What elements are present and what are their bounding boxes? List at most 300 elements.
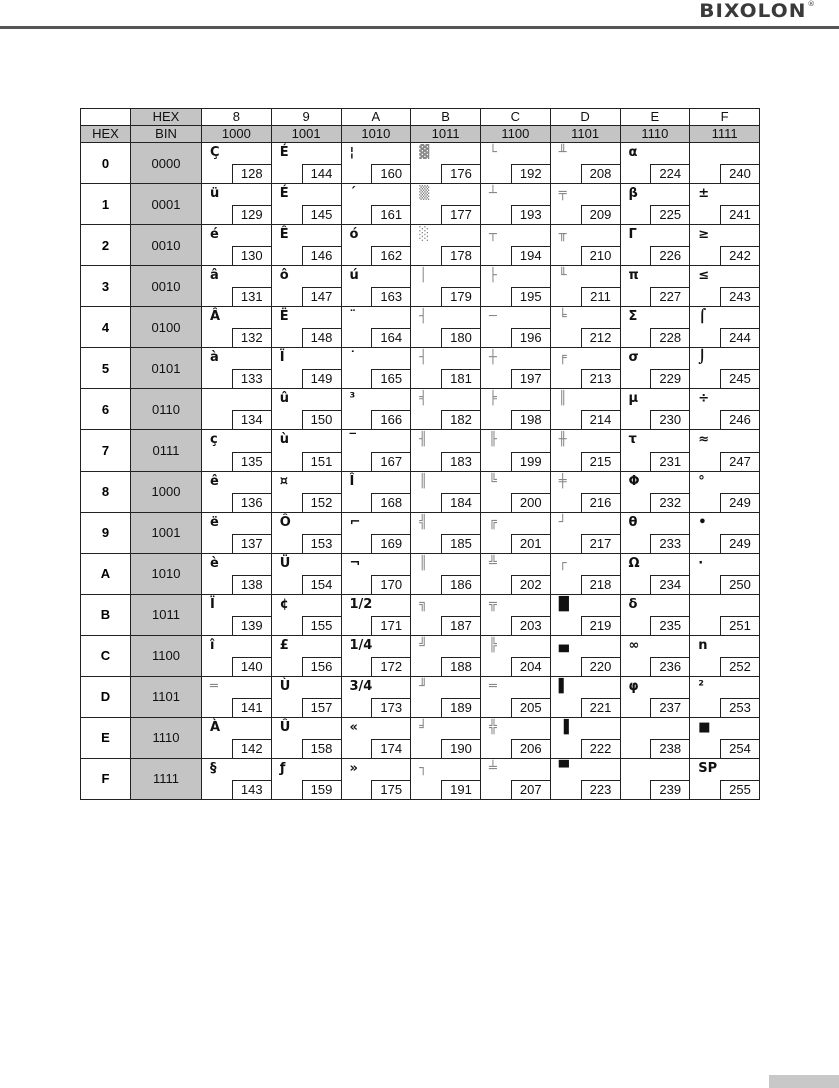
char-code: 183: [441, 452, 480, 471]
char-cell: [690, 471, 760, 512]
table-row: [81, 471, 760, 512]
char-glyph: Ç: [210, 145, 220, 160]
table-row: [81, 512, 760, 553]
char-cell: [411, 635, 481, 676]
char-cell: [481, 635, 551, 676]
char-code: 138: [232, 575, 271, 594]
char-cell: [620, 758, 690, 799]
char-code: 199: [511, 452, 550, 471]
char-code: 244: [720, 328, 759, 347]
char-glyph: ┐: [419, 760, 428, 776]
char-code: 139: [232, 616, 271, 635]
char-code: 230: [650, 410, 689, 429]
char-glyph: à: [210, 350, 219, 366]
char-cell: [411, 184, 481, 225]
char-glyph: ╡: [419, 391, 428, 407]
char-glyph: â: [210, 268, 219, 284]
char-code: 170: [371, 575, 410, 594]
char-code: 189: [441, 698, 480, 717]
char-code: 240: [720, 164, 759, 183]
char-glyph: À: [210, 719, 221, 735]
char-cell: [271, 266, 341, 307]
char-code: 202: [511, 575, 550, 594]
char-cell: [690, 348, 760, 389]
char-cell: [690, 594, 760, 635]
char-cell: [271, 553, 341, 594]
char-code: 179: [441, 287, 480, 306]
char-cell: [341, 553, 411, 594]
char-glyph: ë: [210, 514, 219, 530]
char-glyph: ▌: [558, 678, 569, 694]
char-cell: [271, 184, 341, 225]
hex-col-c: C: [481, 109, 551, 126]
char-glyph: └: [489, 145, 497, 160]
row-bin-label: 0000: [131, 143, 202, 184]
char-cell: [481, 348, 551, 389]
char-glyph: Ω: [628, 555, 640, 571]
char-cell: [341, 717, 411, 758]
char-code: 223: [581, 780, 620, 799]
char-glyph: û: [279, 391, 290, 407]
char-glyph: τ: [628, 432, 637, 448]
char-cell: [411, 758, 481, 799]
char-code: 148: [302, 328, 341, 347]
char-code: 173: [371, 698, 410, 717]
char-glyph: ´: [349, 186, 356, 202]
char-glyph: ±: [698, 186, 710, 202]
char-glyph: ¢: [279, 596, 289, 612]
char-code: 192: [511, 164, 550, 183]
char-cell: [620, 430, 690, 471]
char-glyph: ║: [419, 473, 428, 489]
char-glyph: É: [279, 186, 289, 202]
char-cell: [550, 471, 620, 512]
char-code: 236: [650, 657, 689, 676]
char-cell: [620, 225, 690, 266]
char-cell: [411, 717, 481, 758]
char-cell: [620, 553, 690, 594]
footer-page-tab: [769, 1075, 839, 1088]
char-glyph: î: [210, 637, 215, 653]
hex-col-9: 9: [271, 109, 341, 126]
char-cell: [202, 184, 272, 225]
char-code: 129: [232, 205, 271, 224]
char-glyph: ˙: [349, 350, 356, 366]
char-glyph: ╘: [558, 309, 567, 325]
char-code: 174: [371, 739, 410, 758]
char-cell: [550, 430, 620, 471]
char-code: 253: [720, 698, 759, 717]
char-code: 146: [302, 246, 341, 265]
char-glyph: ┼: [489, 350, 497, 366]
bixolon-logo: BIXOLON®: [699, 0, 816, 22]
char-glyph: ▐: [558, 719, 569, 735]
char-glyph: ┌: [558, 555, 567, 571]
table-row: [81, 676, 760, 717]
char-code: 200: [511, 493, 550, 512]
char-code: 132: [232, 328, 271, 347]
hex-col-f: F: [690, 109, 760, 126]
char-glyph: Ï: [210, 596, 215, 612]
char-code: 159: [302, 780, 341, 799]
char-code: 145: [302, 205, 341, 224]
table-row: [81, 225, 760, 266]
char-code: 185: [441, 534, 480, 553]
char-code: 157: [302, 698, 341, 717]
char-code: 196: [511, 328, 550, 347]
char-cell: [550, 266, 620, 307]
char-cell: [341, 348, 411, 389]
table-row: [81, 184, 760, 225]
char-code: 205: [511, 698, 550, 717]
char-code: 224: [650, 164, 689, 183]
table-row: [81, 553, 760, 594]
bin-col-d: 1101: [550, 126, 620, 143]
char-glyph: σ: [628, 350, 639, 366]
char-cell: [690, 635, 760, 676]
row-hex-label: A: [81, 553, 131, 594]
char-cell: [690, 266, 760, 307]
char-code: 215: [581, 452, 620, 471]
char-code: 198: [511, 410, 550, 429]
char-code: 168: [371, 493, 410, 512]
char-glyph: ú: [349, 268, 359, 284]
corner-cell: [81, 109, 131, 126]
table-row: [81, 635, 760, 676]
row-hex-label: 0: [81, 143, 131, 184]
char-glyph: ╜: [419, 678, 428, 694]
char-code: 219: [581, 616, 620, 635]
char-code: 160: [371, 164, 410, 183]
char-code: 167: [371, 452, 410, 471]
char-cell: [550, 758, 620, 799]
table-row: [81, 717, 760, 758]
char-code: 134: [232, 410, 271, 429]
char-cell: [550, 717, 620, 758]
table-row: [81, 430, 760, 471]
char-code: 187: [441, 616, 480, 635]
char-code: 203: [511, 616, 550, 635]
char-glyph: ║: [558, 391, 567, 407]
char-cell: [620, 184, 690, 225]
char-glyph: ╙: [558, 268, 567, 284]
char-glyph: ⌐: [349, 514, 361, 530]
bin-header-row: [81, 126, 760, 143]
char-code: 154: [302, 575, 341, 594]
bin-col-f: 1111: [690, 126, 760, 143]
char-code: 246: [720, 410, 759, 429]
char-glyph: ó: [349, 227, 359, 243]
row-hex-header-label: HEX: [81, 126, 131, 143]
char-cell: [202, 676, 272, 717]
char-glyph: ╫: [558, 432, 567, 448]
char-code: 237: [650, 698, 689, 717]
char-cell: [202, 143, 272, 184]
char-code: 156: [302, 657, 341, 676]
hex-col-b: B: [411, 109, 481, 126]
row-hex-label: 8: [81, 471, 131, 512]
char-glyph: Î: [349, 473, 355, 489]
char-cell: [341, 143, 411, 184]
char-code: 247: [720, 452, 759, 471]
char-code: 162: [371, 246, 410, 265]
char-cell: [620, 635, 690, 676]
char-code: 195: [511, 287, 550, 306]
char-code: 210: [581, 246, 620, 265]
char-glyph: ╠: [489, 637, 497, 653]
char-glyph: μ: [628, 391, 639, 407]
char-glyph: ╞: [489, 391, 497, 407]
char-glyph: ╚: [489, 473, 497, 489]
char-cell: [690, 143, 760, 184]
char-glyph: Σ: [628, 309, 638, 325]
char-code: 191: [441, 780, 480, 799]
char-glyph: φ: [628, 678, 639, 694]
char-cell: [202, 717, 272, 758]
char-glyph: «: [349, 719, 358, 735]
row-bin-label: 1111: [131, 758, 202, 799]
char-code: 150: [302, 410, 341, 429]
char-cell: [620, 717, 690, 758]
table-row: [81, 348, 760, 389]
char-code: 250: [720, 575, 759, 594]
char-glyph: n: [698, 637, 708, 653]
char-glyph: ¦: [349, 145, 355, 160]
char-cell: [550, 348, 620, 389]
row-bin-label: 0001: [131, 184, 202, 225]
char-code: 152: [302, 493, 341, 512]
char-glyph: ┤: [419, 309, 428, 325]
char-cell: [550, 184, 620, 225]
char-cell: [271, 676, 341, 717]
char-code: 228: [650, 328, 689, 347]
row-hex-label: E: [81, 717, 131, 758]
char-cell: [690, 758, 760, 799]
char-code: 214: [581, 410, 620, 429]
char-glyph: ─: [489, 309, 497, 325]
char-cell: [271, 635, 341, 676]
char-code: 251: [720, 616, 759, 635]
row-hex-label: D: [81, 676, 131, 717]
char-code: 252: [720, 657, 759, 676]
char-cell: [411, 553, 481, 594]
char-glyph: ≤: [698, 268, 710, 284]
char-code: 172: [371, 657, 410, 676]
char-code: 209: [581, 205, 620, 224]
char-glyph: Ô: [279, 514, 291, 530]
char-glyph: ê: [210, 473, 219, 489]
hex-col-e: E: [620, 109, 690, 126]
char-glyph: ≥: [698, 227, 710, 243]
char-glyph: ┴: [489, 186, 497, 202]
row-hex-label: F: [81, 758, 131, 799]
char-glyph: SP: [698, 760, 718, 776]
char-glyph: Û: [279, 719, 291, 735]
table-row: [81, 143, 760, 184]
char-code: 140: [232, 657, 271, 676]
hex-col-a: A: [341, 109, 411, 126]
char-glyph: │: [419, 268, 428, 284]
char-cell: [202, 553, 272, 594]
char-glyph: ╒: [558, 350, 567, 366]
char-cell: [202, 430, 272, 471]
row-hex-label: B: [81, 594, 131, 635]
char-glyph: ü: [210, 186, 220, 202]
row-bin-label: 0010: [131, 225, 202, 266]
char-cell: [690, 676, 760, 717]
char-code: 142: [232, 739, 271, 758]
char-glyph: Ï: [279, 350, 285, 366]
char-cell: [620, 348, 690, 389]
char-glyph: ô: [279, 268, 289, 284]
char-code: 233: [650, 534, 689, 553]
hex-header-row: [81, 109, 760, 126]
char-code: 197: [511, 369, 550, 388]
char-cell: [271, 594, 341, 635]
char-cell: [202, 266, 272, 307]
char-cell: [550, 553, 620, 594]
header-rule: [0, 26, 839, 29]
char-cell: [202, 758, 272, 799]
char-glyph: ╦: [489, 596, 497, 612]
char-cell: [341, 389, 411, 430]
char-glyph: ù: [279, 432, 290, 448]
char-glyph: ¤: [279, 473, 289, 489]
char-glyph: ▓: [419, 145, 430, 160]
char-cell: [620, 143, 690, 184]
char-cell: [690, 430, 760, 471]
char-cell: [341, 225, 411, 266]
char-code: 161: [371, 205, 410, 224]
char-cell: [550, 307, 620, 348]
char-cell: [550, 676, 620, 717]
char-cell: [202, 307, 272, 348]
char-cell: [550, 143, 620, 184]
char-code: 131: [232, 287, 271, 306]
char-glyph: ▒: [419, 186, 430, 202]
char-code: 234: [650, 575, 689, 594]
char-glyph: ┘: [558, 514, 567, 530]
char-code: 235: [650, 616, 689, 635]
char-glyph: β: [628, 186, 638, 202]
row-bin-label: 0110: [131, 389, 202, 430]
bin-col-c: 1100: [481, 126, 551, 143]
char-code: 204: [511, 657, 550, 676]
char-glyph: 3/4: [349, 678, 373, 694]
char-cell: [550, 512, 620, 553]
hex-header-label: HEX: [131, 109, 202, 126]
bin-col-b: 1011: [411, 126, 481, 143]
char-code: 245: [720, 369, 759, 388]
char-glyph: ╤: [558, 186, 567, 202]
row-hex-label: 9: [81, 512, 131, 553]
row-bin-label: 1000: [131, 471, 202, 512]
char-cell: [271, 143, 341, 184]
char-glyph: θ: [628, 514, 638, 530]
char-cell: [481, 553, 551, 594]
char-cell: [271, 430, 341, 471]
char-glyph: ∞: [628, 637, 640, 653]
char-glyph: Ê: [279, 227, 289, 243]
char-cell: [341, 430, 411, 471]
char-glyph: ░: [419, 227, 430, 243]
char-cell: [481, 225, 551, 266]
char-cell: [202, 512, 272, 553]
char-cell: [481, 594, 551, 635]
char-code: 206: [511, 739, 550, 758]
char-glyph: Ü: [279, 555, 291, 571]
char-code: 149: [302, 369, 341, 388]
char-glyph: ╩: [489, 555, 497, 571]
char-glyph: ▀: [558, 760, 569, 776]
char-code: 217: [581, 534, 620, 553]
char-code: 201: [511, 534, 550, 553]
char-glyph: ≈: [698, 432, 710, 448]
char-cell: [481, 512, 551, 553]
char-code: 243: [720, 287, 759, 306]
char-cell: [690, 307, 760, 348]
row-hex-label: 7: [81, 430, 131, 471]
char-glyph: ╟: [489, 432, 497, 448]
bin-col-8: 1000: [202, 126, 272, 143]
char-cell: [202, 389, 272, 430]
char-cell: [202, 635, 272, 676]
row-hex-label: 6: [81, 389, 131, 430]
char-code: 216: [581, 493, 620, 512]
char-code: 158: [302, 739, 341, 758]
char-glyph: ÷: [698, 391, 710, 407]
bin-header-label: BIN: [131, 126, 202, 143]
char-cell: [271, 512, 341, 553]
char-code: 238: [650, 739, 689, 758]
char-code: 177: [441, 205, 480, 224]
char-code: 255: [720, 780, 759, 799]
row-bin-label: 0100: [131, 307, 202, 348]
char-code: 242: [720, 246, 759, 265]
row-hex-label: 5: [81, 348, 131, 389]
char-cell: [341, 512, 411, 553]
char-glyph: Ù: [279, 678, 291, 694]
char-cell: [341, 676, 411, 717]
char-cell: [271, 758, 341, 799]
char-glyph: ╣: [419, 514, 428, 530]
char-code: 143: [232, 780, 271, 799]
char-glyph: ╝: [419, 637, 428, 653]
char-code: 225: [650, 205, 689, 224]
char-code: 135: [232, 452, 271, 471]
char-cell: [690, 553, 760, 594]
char-cell: [481, 184, 551, 225]
char-code: 186: [441, 575, 480, 594]
char-code: 130: [232, 246, 271, 265]
row-bin-label: 1100: [131, 635, 202, 676]
char-cell: [271, 471, 341, 512]
char-code: 231: [650, 452, 689, 471]
char-glyph: ■: [698, 719, 711, 735]
row-bin-label: 0111: [131, 430, 202, 471]
char-glyph: ²: [698, 678, 704, 694]
char-code: 213: [581, 369, 620, 388]
char-glyph: ¬: [349, 555, 361, 571]
char-cell: [202, 594, 272, 635]
char-code: 169: [371, 534, 410, 553]
char-glyph: ╗: [419, 596, 428, 612]
char-code: 164: [371, 328, 410, 347]
char-glyph: ╥: [558, 227, 567, 243]
char-code: 180: [441, 328, 480, 347]
char-code: 136: [232, 493, 271, 512]
char-cell: [202, 348, 272, 389]
